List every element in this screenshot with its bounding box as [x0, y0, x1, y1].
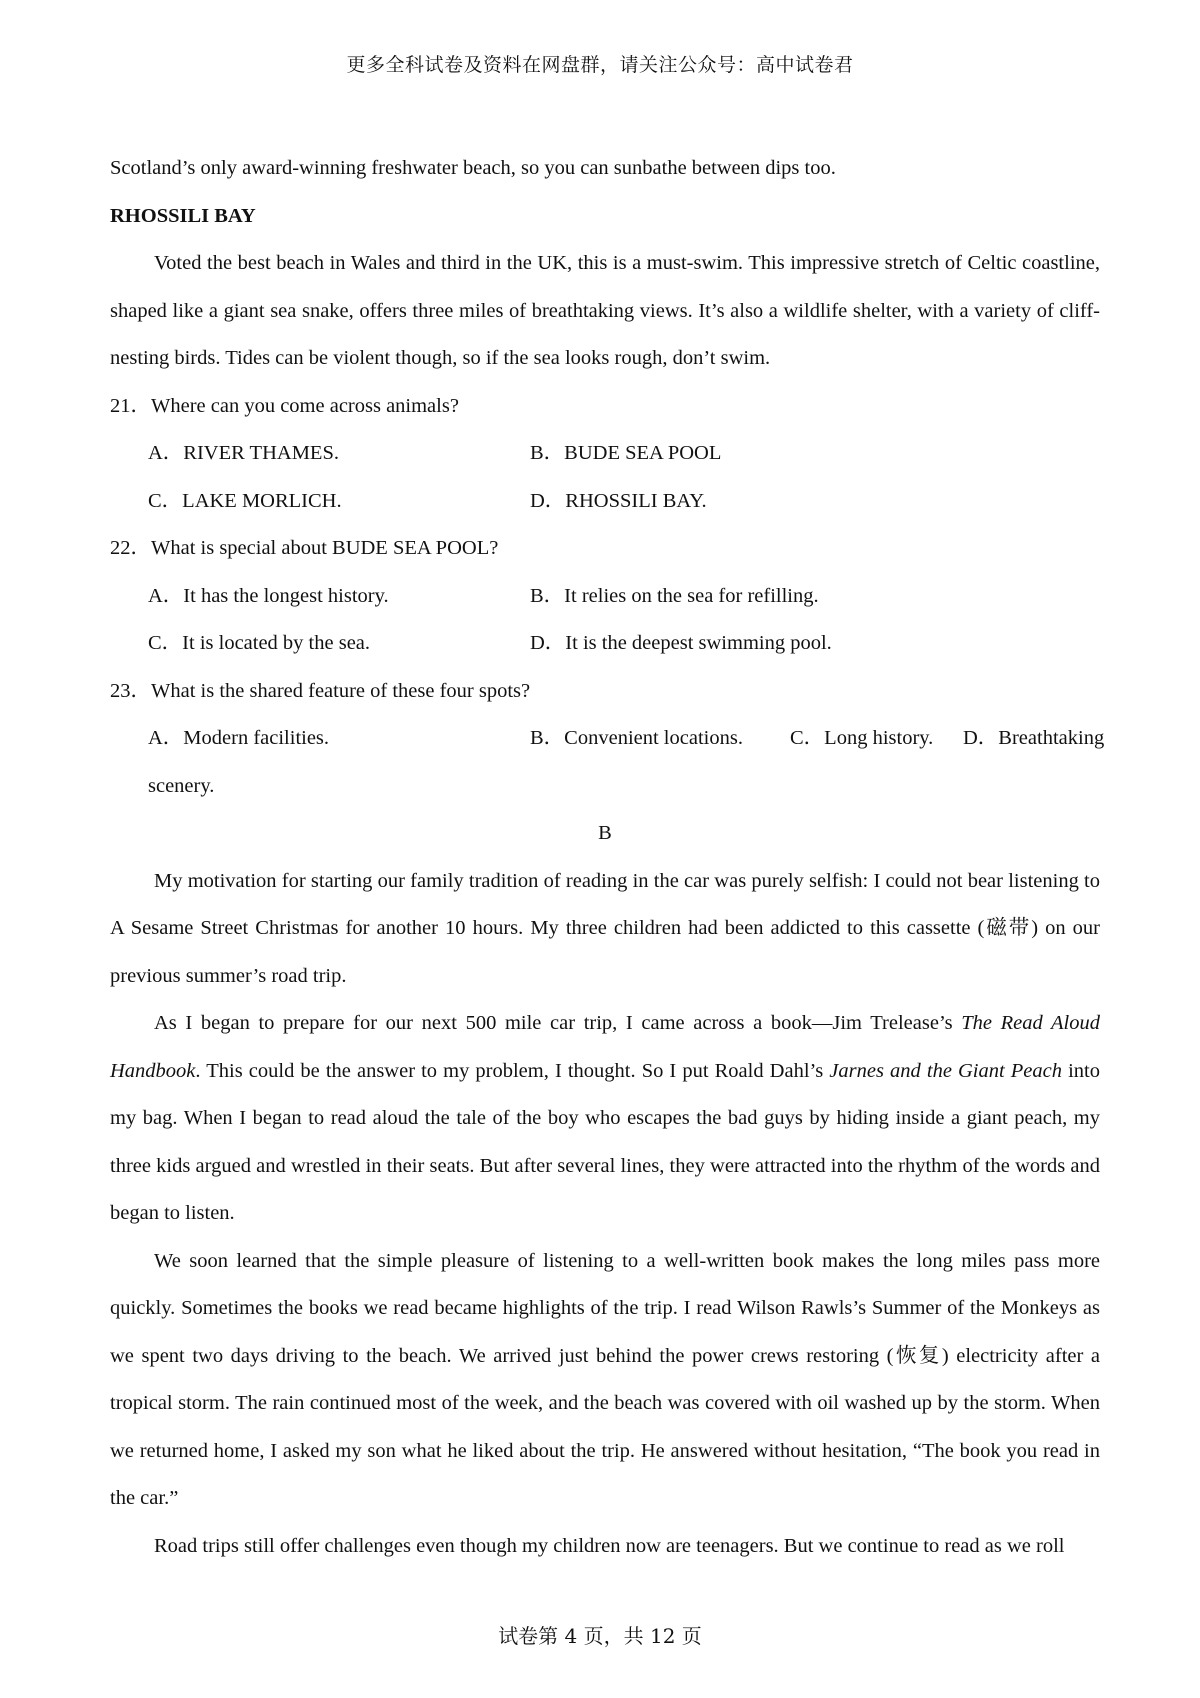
passage-paragraph-1: My motivation for starting our family tradition of reading in the car was purely selfish: I could not bear listening to A Sesame Street Christmas for another 10 hours. My three children had been addicted to this cassette (磁带) on our previous summer’s road trip.	[110, 869, 1100, 987]
book-title: Jarnes and the Giant Peach	[829, 1059, 1062, 1082]
page-footer: 试卷第 4 页，共 12 页	[498, 1624, 702, 1648]
text-run: into my bag. When I began to read aloud the tale of the boy who escapes the bad guys by hiding inside a giant peach, my three kids argued and wrestled in their seats. But after several lines, they were attracted into the rhythm of the words and began to listen.	[110, 1059, 1100, 1224]
question-text: Where can you come across animals?	[151, 394, 459, 417]
option-a[interactable]: A．Modern facilities.	[148, 727, 330, 749]
section-heading-rhossili: RHOSSILI BAY	[110, 204, 256, 227]
option-b[interactable]: B．Convenient locations.	[530, 727, 743, 749]
question-23-options-row	[110, 715, 1105, 763]
question-23	[110, 668, 1100, 716]
text-run: . This could be the answer to my problem, I thought. So I put Roald Dahl’s	[195, 1059, 830, 1082]
question-21-options-row-2	[110, 478, 1100, 526]
question-number: 22．	[110, 537, 151, 559]
passage-paragraph-3: We soon learned that the simple pleasure of listening to a well-written book makes the long miles pass more quickly. Sometimes the books we read became highlights of the trip. I read Wilson Rawls’s Summer of the Monkeys as we spent two days driving to the beach. We arrived just behind the power crews restoring (恢复) electricity after a tropical storm. The rain continued most of the week, and the beach was covered with oil washed up by the storm. When we returned home, I asked my son what he liked about the trip. He answered without hesitation, “The book you read in the car.”	[110, 1249, 1100, 1509]
option-a[interactable]: A．RIVER THAMES.	[148, 442, 339, 464]
question-21-options-row-1	[110, 430, 1100, 478]
option-c[interactable]: C．It is located by the sea.	[148, 632, 371, 654]
question-number: 21．	[110, 394, 151, 417]
page-content	[110, 145, 1105, 1570]
question-text: What is special about BUDE SEA POOL?	[151, 537, 499, 559]
option-c[interactable]: C．Long history.	[790, 727, 934, 749]
question-number: 23．	[110, 679, 151, 702]
question-text: What is the shared feature of these four spots?	[151, 679, 531, 702]
option-d[interactable]: D．RHOSSILI BAY.	[530, 489, 707, 512]
question-22	[110, 525, 1100, 573]
option-b[interactable]: B．BUDE SEA POOL	[530, 442, 722, 464]
passage-paragraph-2	[110, 1000, 1100, 1238]
header-note: 更多全科试卷及资料在网盘群，请关注公众号：高中试卷君	[346, 54, 854, 76]
question-22-options-row-2	[110, 620, 1100, 668]
option-d[interactable]: D．Breathtaking	[963, 727, 1105, 749]
passage-paragraph-4: Road trips still offer challenges even though my children now are teenagers. But we continue to read as we roll	[154, 1534, 1065, 1557]
continued-line: Scotland’s only award-winning freshwater beach, so you can sunbathe between dips too.	[110, 157, 836, 179]
option-b[interactable]: B．It relies on the sea for refilling.	[530, 584, 819, 607]
question-22-options-row-1	[110, 573, 1100, 621]
option-d-continuation: scenery.	[148, 774, 215, 797]
rhossili-paragraph: Voted the best beach in Wales and third in the UK, this is a must-swim. This impressive stretch of Celtic coastline, shaped like a giant sea snake, offers three miles of breathtaking views. It’s also a wildlife shelter, with a variety of cliff-nesting birds. Tides can be violent though, so if the sea looks rough, don’t swim.	[110, 252, 1100, 369]
option-d[interactable]: D．It is the deepest swimming pool.	[530, 632, 832, 654]
text-run: As I began to prepare for our next 500 mile car trip, I came across a book—Jim Trelease’s	[154, 1012, 962, 1034]
book-title: The Read Aloud Handbook	[110, 1012, 1101, 1082]
option-a[interactable]: A．It has the longest history.	[148, 584, 389, 607]
section-label: B	[598, 822, 612, 844]
question-21	[110, 383, 1100, 431]
option-c[interactable]: C．LAKE MORLICH.	[148, 489, 342, 512]
